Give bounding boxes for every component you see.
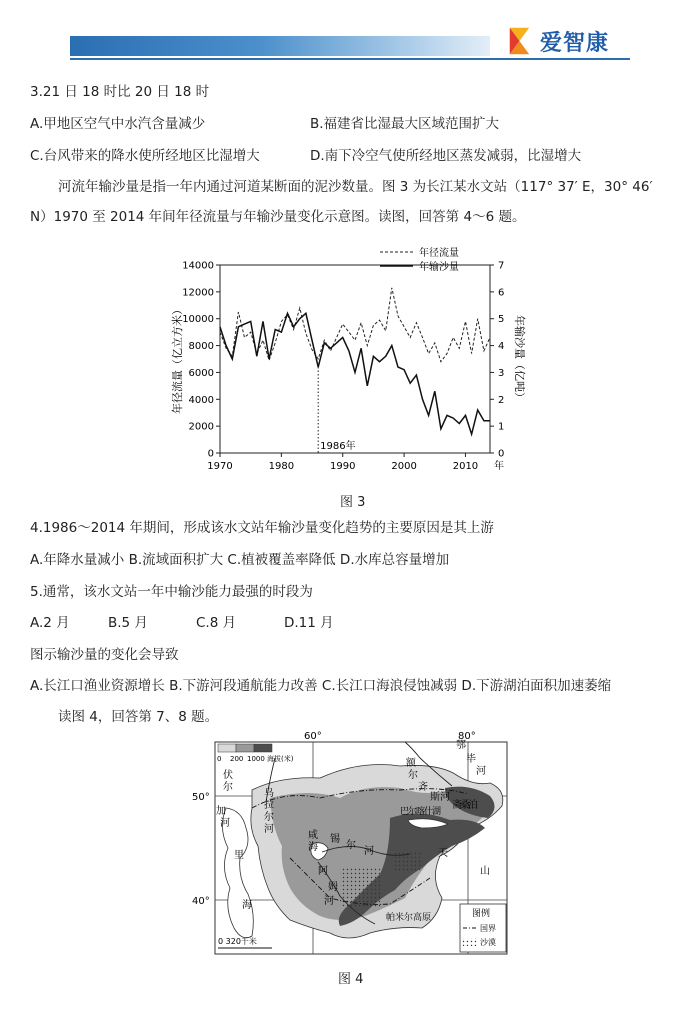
left-tick-label: 0	[207, 448, 214, 460]
q5-stem: 5.通常，该水文站一年中输沙能力最强的时段为	[30, 584, 313, 600]
series-sediment-line	[220, 313, 490, 434]
left-axis-label: 年径流量（亿立方米）	[171, 304, 184, 414]
lat-50: 50°	[192, 792, 210, 803]
figure-3-caption: 图 3	[340, 495, 366, 510]
right-tick-label: 4	[498, 341, 505, 353]
left-tick-label: 8000	[188, 341, 214, 353]
q3-option-d: D.南下冷空气使所经地区蒸发减弱，比湿增大	[310, 148, 582, 164]
q5-option-b: B.5 月	[108, 615, 148, 631]
legend-desert: 沙漠	[480, 938, 496, 947]
left-tick-label: 14000	[182, 260, 214, 272]
legend-border: 国界	[480, 924, 496, 933]
figure-4-caption: 图 4	[338, 972, 364, 987]
map-label-aral: 咸海	[308, 830, 318, 853]
aizhikang-logo-icon	[508, 26, 538, 56]
q3-option-b: B.福建省比湿最大区域范围扩大	[310, 116, 500, 132]
x-tick-label: 1980	[268, 461, 295, 472]
right-tick-label: 5	[498, 314, 505, 326]
right-tick-label: 6	[498, 287, 505, 299]
right-tick-label: 3	[498, 367, 505, 379]
lon-60: 60°	[304, 731, 322, 742]
x-unit-label: 年	[494, 461, 504, 472]
q5-option-d: D.11 月	[284, 615, 334, 631]
map-label-caspian: 里海	[234, 850, 252, 911]
q4-options: A.年降水量减小 B.流域面积扩大 C.植被覆盖率降低 D.水库总容量增加	[30, 552, 450, 568]
map-label-tianshan: 天山	[438, 848, 490, 877]
lat-40: 40°	[192, 896, 210, 907]
elev-label: 海拔(米)	[267, 755, 294, 763]
q6-options: A.长江口渔业资源增长 B.下游河段通航能力改善 C.长江口海浪侵蚀减弱 D.下游湖泊面积加速萎缩	[30, 678, 612, 694]
map-label-syr-darya: 锡尔河	[330, 834, 374, 857]
q4-stem: 4.1986～2014 年期间，形成该水文站年输沙量变化趋势的主要原因是其上游	[30, 520, 494, 536]
desert-area	[395, 850, 423, 872]
q5-option-c: C.8 月	[196, 615, 237, 631]
plot-frame	[220, 265, 490, 453]
legend-title: 图例	[472, 909, 491, 919]
left-tick-label: 4000	[188, 394, 214, 406]
x-tick-label: 2010	[452, 461, 479, 472]
x-tick-label: 2000	[391, 461, 417, 472]
x-tick-label: 1990	[330, 461, 356, 472]
map-label-balkhash: 巴尔喀什湖	[400, 807, 442, 817]
left-tick-label: 12000	[182, 287, 214, 299]
map-label-pamir: 帕米尔高原	[386, 913, 432, 923]
map-label-amu-darya: 阿姆河	[318, 866, 338, 907]
q3-option-a: A.甲地区空气中水汽含量减少	[30, 116, 206, 132]
series-runoff-line	[220, 288, 490, 362]
header-rule	[70, 58, 630, 60]
right-tick-label: 0	[498, 448, 505, 460]
intro-line-1: 河流年输沙量是指一年内通过河道某断面的泥沙数量。图 3 为长江某水文站（117° 37′ E，30° 46′	[58, 179, 653, 195]
map-label-ob: 鄂毕河	[456, 740, 486, 777]
x-tick-label: 1970	[207, 461, 233, 472]
q5-option-a: A.2 月	[30, 615, 70, 631]
intro-line-2: N）1970 至 2014 年间年径流量与年输沙量变化示意图。读图，回答第 4～6 题。	[30, 209, 526, 225]
figure-4-map	[190, 728, 520, 956]
map-scale: 0 320千米	[218, 937, 257, 946]
figure-3-chart	[165, 240, 535, 475]
q6-stem: 图示输沙量的变化会导致	[30, 647, 179, 663]
legend-sediment-label: 年输沙量	[419, 262, 459, 273]
elev-tick-200: 200	[230, 755, 244, 763]
q3-stem: 3.21 日 18 时比 20 日 18 时	[30, 84, 210, 100]
brand-name: 爱智康	[540, 31, 610, 56]
right-tick-label: 1	[498, 421, 505, 433]
legend-runoff-label: 年径流量	[419, 248, 459, 259]
map-label-ural: 乌拉尔河	[264, 788, 274, 835]
left-tick-label: 2000	[188, 421, 214, 433]
elev-tick-0: 0	[217, 755, 222, 763]
header-band	[70, 36, 490, 56]
lon-80: 80°	[458, 731, 476, 742]
map-label-zaysan: 斋桑泊	[452, 800, 478, 811]
map-label-irtysh: 额尔齐斯河	[406, 758, 450, 803]
left-tick-label: 6000	[188, 367, 214, 379]
left-tick-label: 10000	[182, 314, 214, 326]
intro-2: 读图 4，回答第 7、8 题。	[58, 709, 219, 725]
elev-tick-1000: 1000	[247, 755, 265, 763]
q3-option-c: C.台风带来的降水使所经地区比湿增大	[30, 148, 260, 164]
right-tick-label: 7	[498, 260, 505, 272]
annotation-label: 1986年	[320, 441, 356, 452]
right-tick-label: 2	[498, 394, 505, 406]
right-axis-label: 年输沙量（亿吨）	[513, 315, 526, 403]
map-label-volga: 伏尔加河	[216, 770, 233, 829]
